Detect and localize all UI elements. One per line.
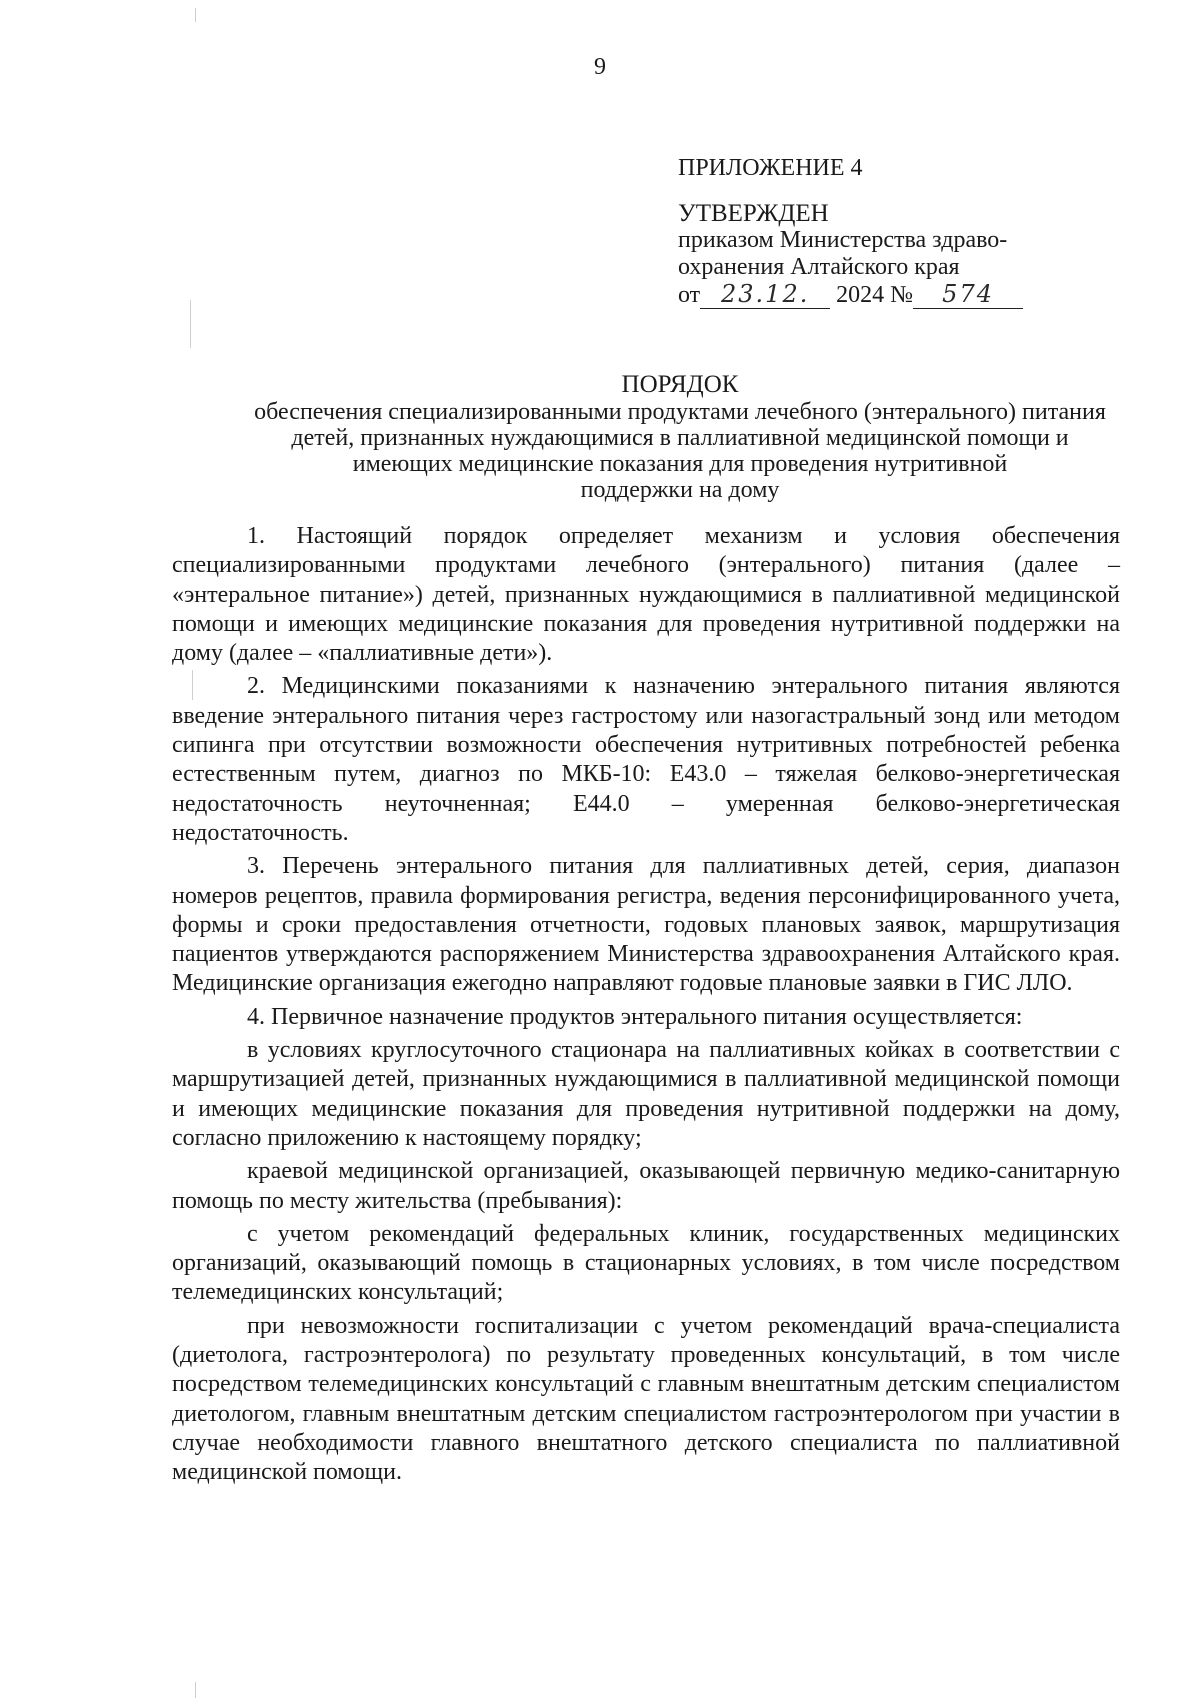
order-line-2: охранения Алтайского края — [678, 254, 960, 280]
order-year: 2024 № — [836, 282, 914, 308]
appendix-label: ПРИЛОЖЕНИЕ 4 — [678, 155, 863, 181]
page-number: 9 — [594, 54, 606, 80]
document-body — [172, 522, 1120, 1488]
approval-block — [678, 155, 1058, 309]
title-line-1: обеспечения специализированными продуктами лечебного (энтерального) питания — [254, 399, 1106, 425]
title-line-3: имеющих медицинские показания для проведения нутритивной — [352, 451, 1008, 477]
title-heading: ПОРЯДОК — [621, 371, 739, 398]
paragraph-4: 4. Первичное назначение продуктов энтерального питания осуществляется: — [247, 1003, 1023, 1030]
scan-mark-bottom — [195, 1682, 196, 1698]
paragraph-1: 1. Настоящий порядок определяет механизм и условия обеспечения специализированными продуктами лечебного (энтерального) питания (далее – «энтеральное питание») детей, признанных нуждающимися в паллиативной медицинской помощи и имеющих медицинские показания для проведения нутритивной поддержки на дому (далее – «паллиативные дети»). — [172, 523, 1120, 667]
scan-mark-top — [195, 8, 196, 22]
title-line-2: детей, признанных нуждающимися в паллиативной медицинской помощи и — [291, 425, 1069, 451]
order-line-1: приказом Министерства здраво- — [678, 227, 1008, 253]
date-prefix: от — [678, 282, 701, 308]
document-title — [170, 372, 1190, 503]
handwritten-number: 574 — [913, 281, 1023, 309]
paragraph-4-item-2: краевой медицинской организацией, оказывающей первичную медико-санитарную помощь по месту жительства (пребывания): — [172, 1158, 1120, 1214]
order-date-line — [678, 281, 1058, 309]
paragraph-2: 2. Медицинскими показаниями к назначению энтерального питания являются введение энтерального питания через гастростому или назогастральный зонд или методом сипинга при отсутствии возможности обеспечения нутритивных потребностей ребенка естественным путем, диагноз по МКБ-10: E43.0 – тяжелая белково-энергетическая недостаточность неуточненная; E44.0 – умеренная белково-энергетическая недостаточность. — [172, 673, 1120, 846]
paragraph-4-item-1: в условиях круглосуточного стационара на паллиативных койках в соответствии с маршрутизацией детей, признанных нуждающимися в паллиативной медицинской помощи и имеющих медицинские показания для проведения нутритивной поддержки на дому, согласно приложению к настоящему порядку; — [172, 1037, 1120, 1151]
approved-label: УТВЕРЖДЕН — [678, 200, 829, 227]
paragraph-4-item-2a: с учетом рекомендаций федеральных клиник, государственных медицинских организаций, оказывающий помощь в стационарных условиях, в том числе посредством телемедицинских консультаций; — [172, 1220, 1120, 1306]
title-line-4: поддержки на дому — [580, 477, 780, 503]
paragraph-3: 3. Перечень энтерального питания для паллиативных детей, серия, диапазон номеров рецептов, правила формирования регистра, ведения персонифицированного учета, формы и сроки предоставления отчетности, годовых плановых заявок, маршрутизация пациентов утверждаются распоряжением Министерства здравоохранения Алтайского края. Медицинские организация ежегодно направляют годовые плановые заявки в ГИС ЛЛО. — [172, 853, 1120, 997]
handwritten-date: 23.12. — [700, 281, 830, 309]
paragraph-4-item-2b: при невозможности госпитализации с учетом рекомендаций врача-специалиста (диетолога, гастроэнтеролога) по результату проведенных консультаций, в том числе посредством телемедицинских консультаций с главным внештатным детским специалистом диетологом, главным внештатным детским специалистом гастроэнтерологом при участии в случае необходимости главного внештатного детского специалиста по паллиативной медицинской помощи. — [172, 1312, 1120, 1486]
scan-mark-left-1 — [190, 300, 191, 348]
